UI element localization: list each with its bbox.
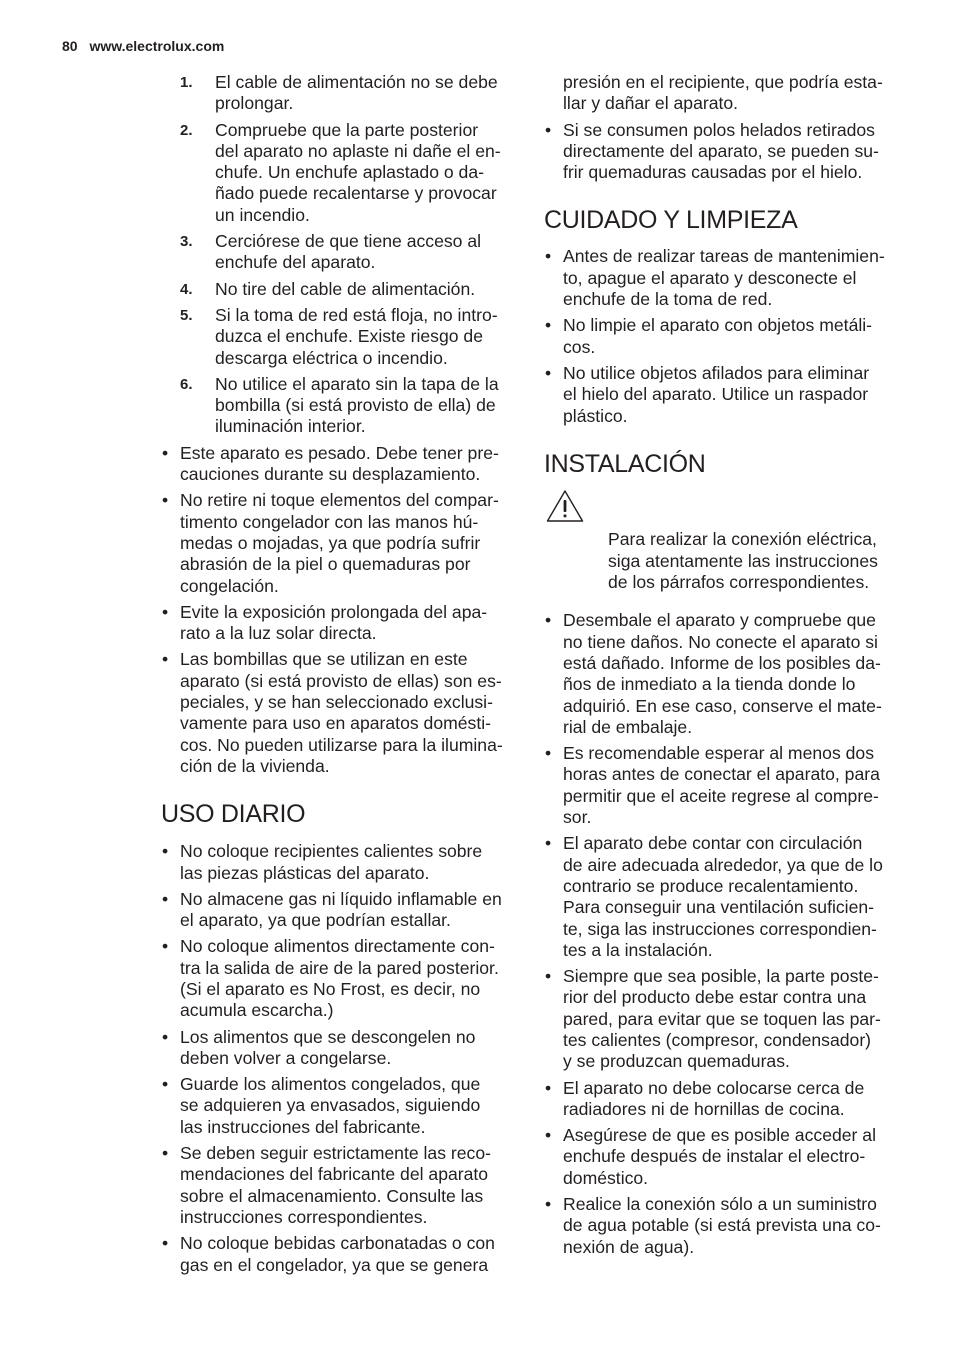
list-item: • No coloque alimentos directamente con- tra la salida de aire de la pared posterior. (Si el aparato es No Frost, es decir, no acumula escarcha.) [161,936,513,1021]
list-item: • No retire ni toque elementos del compar- timento congelador con las manos hú- medas o mojadas, ya que podría sufrir abrasión de la piel o quemaduras por congelación. [161,490,513,596]
list-item [161,279,513,300]
item-number: 3. [180,233,193,251]
item-text: No tire del cable de alimentación. [215,278,476,299]
item-text: Si la toma de red está floja, no intro- duzca el enchufe. Existe riesgo de descarga eléctrica o incendio. [215,304,498,368]
item-number: 1. [180,74,193,91]
item-text: El cable de alimentación no se debe prolongar. [215,72,498,114]
numbered-list [161,72,513,438]
bullet-list [544,120,896,184]
list-item [161,305,513,369]
list-item: • El aparato debe contar con circulación de aire adecuada alrededor, ya que de lo contrario se produce recalentamiento. Para conseguir una ventilación suficien- te, siga las instrucciones correspondien- tes a la instalación. [544,833,896,961]
item-number: 5. [180,306,193,324]
item-text: No utilice el aparato sin la tapa de la bombilla (si está provisto de ella) de iluminación interior. [215,373,499,437]
instalacion-list [544,610,896,1258]
uso-diario-list [161,841,513,1276]
list-item: • Guarde los alimentos congelados, que se adquieren ya envasados, siguiendo las instrucciones del fabricante. [161,1074,513,1138]
list-item: • No limpie el aparato con objetos metáli- cos. [544,315,896,358]
list-item: • Los alimentos que se descongelen no deben volver a congelarse. [161,1027,513,1070]
section-title-uso-diario: USO DIARIO [161,800,306,829]
item-text: Compruebe que la parte posterior del aparato no aplaste ni dañe el en- chufe. Un enchufe aplastado o da- ñado puede recalentarse y provocar un incendio. [215,119,501,225]
list-item [161,374,513,438]
list-item: • Es recomendable esperar al menos dos horas antes de conectar el aparato, para permitir que el aceite regrese al compre- sor. [544,743,896,828]
page-number: 80 [62,38,78,54]
list-item: • El aparato no debe colocarse cerca de radiadores ni de hornillas de cocina. [544,1078,896,1121]
continued-text: presión en el recipiente, que podría esta- llar y dañar el aparato. [563,72,883,114]
list-item: • No coloque recipientes calientes sobre las piezas plásticas del aparato. [161,841,513,884]
section-title-instalacion: INSTALACIÓN [544,449,706,478]
bullet-list [161,443,513,777]
list-item: • Siempre que sea posible, la parte poste- rior del producto debe estar contra una pared, para evitar que se toquen las par- tes calientes (compresor, condensador) y se produzcan quemaduras. [544,966,896,1072]
list-item: • Desembale el aparato y compruebe que no tiene daños. No conecte el aparato si está dañado. Informe de los posibles da- ños de inmediato a la tienda donde lo adquirió. En ese caso, conserve el mate- rial de embalaje. [544,610,896,738]
list-item: • Realice la conexión sólo a un suministro de agua potable (si está prevista una co- nexión de agua). [544,1194,896,1258]
list-item: • Se deben seguir estrictamente las reco- mendaciones del fabricante del aparato sobre el almacenamiento. Consulte las instrucciones correspondientes. [161,1143,513,1228]
section-title-cuidado: CUIDADO Y LIMPIEZA [544,206,798,235]
list-item: • No utilice objetos afilados para eliminar el hielo del aparato. Utilice un raspador plástico. [544,363,896,427]
list-item: • Evite la exposición prolongada del apa- rato a la luz solar directa. [161,602,513,645]
warning-text: Para realizar la conexión eléctrica, siga atentamente las instrucciones de los párrafos correspondientes. [608,529,878,593]
list-item: • No coloque bebidas carbonatadas o con gas en el congelador, ya que se genera [161,1233,513,1276]
list-item: • Este aparato es pesado. Debe tener pre- cauciones durante su desplazamiento. [161,443,513,486]
right-column [544,72,896,1263]
left-column [161,72,513,1281]
warning-note [544,487,896,593]
item-number: 4. [180,280,193,298]
page-header [62,38,224,54]
list-item [161,120,513,226]
item-text: Cerciórese de que tiene acceso al enchufe del aparato. [215,231,482,273]
item-number: 6. [180,375,193,393]
list-item: • Las bombillas que se utilizan en este aparato (si está provisto de ellas) son es- peciales, y se han seleccionado exclusi- vamente para uso en aparatos domésti- cos. No pueden utilizarse para la ilumina- ción de la vivienda. [161,649,513,777]
website-link: www.electrolux.com [89,38,225,54]
cuidado-list [544,246,896,426]
list-item: • No almacene gas ni líquido inflamable en el aparato, ya que podrían estallar. [161,889,513,932]
list-item [161,231,513,274]
list-item [161,72,513,115]
list-item: • Antes de realizar tareas de mantenimien- to, apague el aparato y desconecte el enchufe de la toma de red. [544,246,896,310]
list-item: • Si se consumen polos helados retirados directamente del aparato, se pueden su- frir quemaduras causadas por el hielo. [544,120,896,184]
item-number: 2. [180,121,193,139]
warning-triangle-icon [546,489,584,523]
list-item: • Asegúrese de que es posible acceder al enchufe después de instalar el electro- doméstico. [544,1125,896,1189]
